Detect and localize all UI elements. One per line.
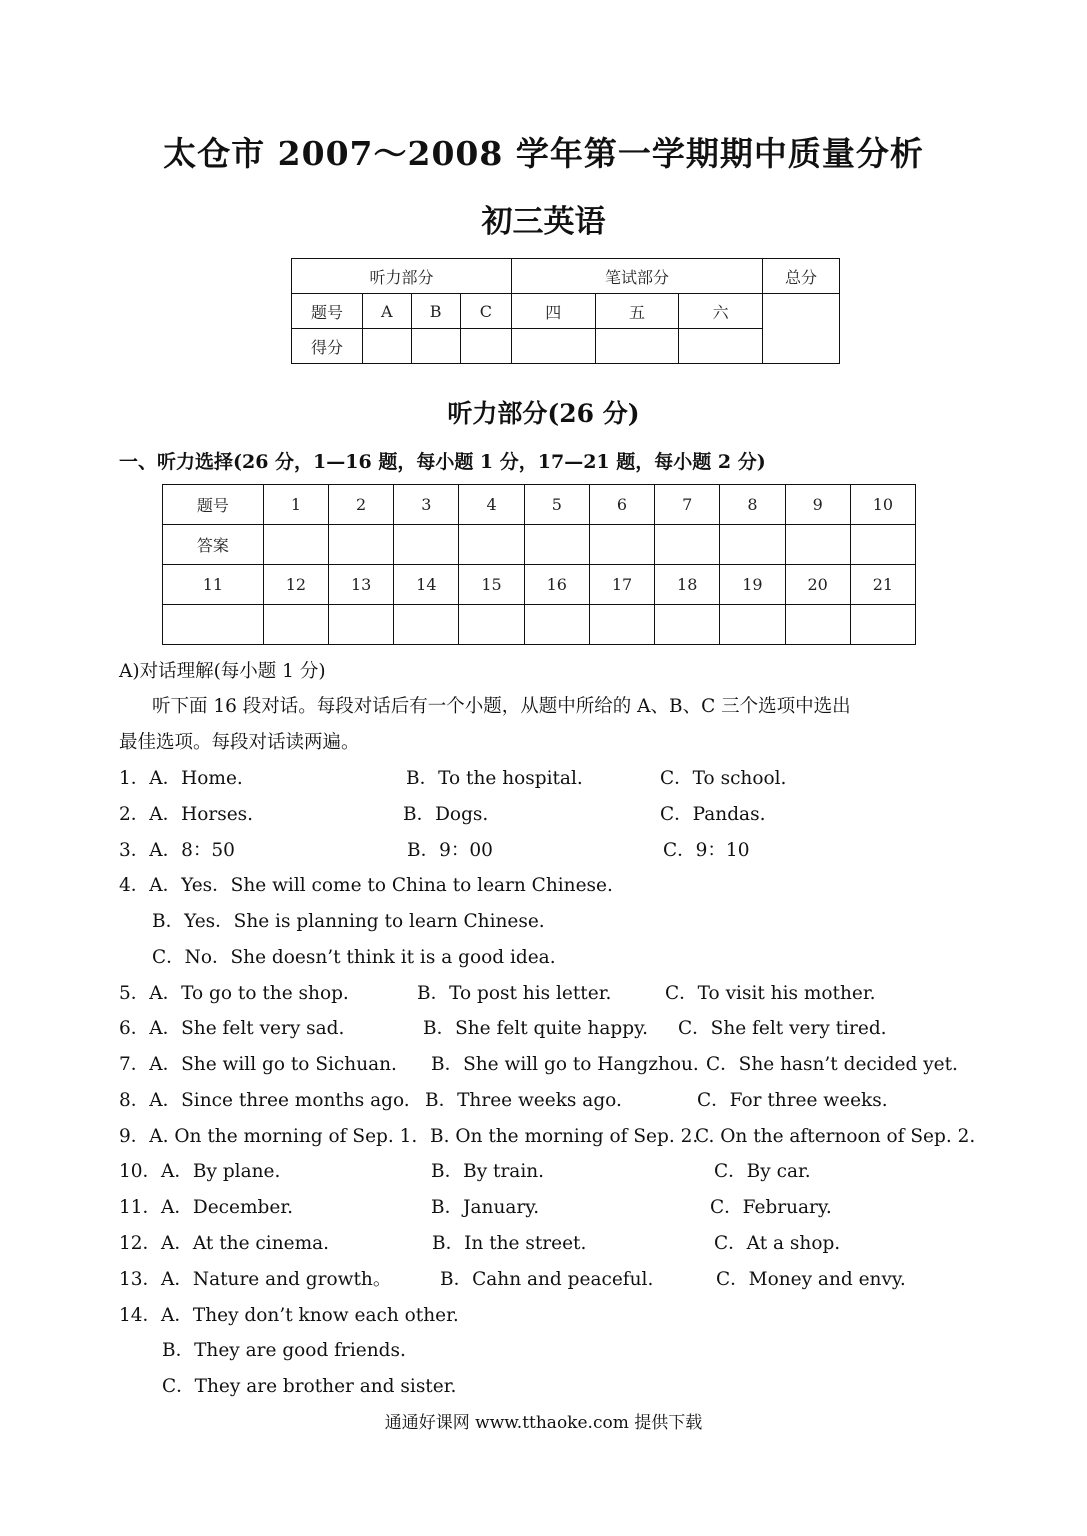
- answer-num: 6: [589, 485, 654, 525]
- answer-cell[interactable]: [589, 525, 654, 565]
- q11-option-a: 11．A．December.: [119, 1197, 294, 1218]
- answer-table: [162, 484, 916, 645]
- q4-option-c: C．No．She doesn’t think it is a good idea.: [152, 947, 556, 968]
- answer-cell[interactable]: [589, 605, 654, 645]
- q10-option-b: B．By train.: [431, 1161, 545, 1182]
- answer-num: 17: [589, 565, 654, 605]
- q6-option-b: B．She felt quite happy.: [423, 1018, 648, 1039]
- answer-num: 11: [163, 565, 264, 605]
- answer-cell[interactable]: [394, 525, 459, 565]
- answer-cell[interactable]: [459, 525, 524, 565]
- answer-cell[interactable]: [785, 605, 850, 645]
- answer-cell[interactable]: [720, 605, 785, 645]
- q14-option-a: 14．A．They don’t know each other.: [119, 1305, 459, 1326]
- q1-option-a: 1．A．Home.: [119, 768, 243, 789]
- q8-option-c: C．For three weeks.: [697, 1090, 888, 1111]
- q8-option-a: 8．A．Since three months ago.: [119, 1090, 410, 1111]
- q4-option-a: 4．A．Yes．She will come to China to learn Chinese.: [119, 875, 613, 896]
- q12-option-a: 12．A．At the cinema.: [119, 1233, 330, 1254]
- q2-option-b: B．Dogs.: [403, 804, 489, 825]
- q3-option-c: C．9：10: [663, 840, 750, 861]
- answer-cell[interactable]: [850, 525, 915, 565]
- answer-cell[interactable]: [163, 605, 264, 645]
- answer-num: 14: [394, 565, 459, 605]
- section-title: 听力部分(26 分): [447, 399, 640, 428]
- answer-cell[interactable]: [655, 525, 720, 565]
- answer-num: 18: [655, 565, 720, 605]
- score-cell[interactable]: [460, 329, 511, 364]
- q9-option-c: C. On the afternoon of Sep. 2.: [695, 1126, 976, 1147]
- answer-cell[interactable]: [329, 605, 394, 645]
- score-col-6: 六: [679, 294, 763, 329]
- q1-option-c: C．To school.: [660, 768, 787, 789]
- answer-cell[interactable]: [785, 525, 850, 565]
- page-title: 太仓市 2007～2008 学年第一学期期中质量分析: [163, 134, 924, 173]
- part1-heading: 一、听力选择(26 分，1—16 题，每小题 1 分，17—21 题，每小题 2 分): [119, 451, 766, 473]
- score-col-5: 五: [595, 294, 679, 329]
- q1-option-b: B．To the hospital.: [406, 768, 583, 789]
- answer-num: 19: [720, 565, 785, 605]
- answer-num-label: 题号: [163, 485, 264, 525]
- q11-option-b: B．January.: [431, 1197, 540, 1218]
- answer-num: 20: [785, 565, 850, 605]
- score-row-label: 得分: [292, 329, 363, 364]
- score-cell[interactable]: [363, 329, 412, 364]
- score-col-c: C: [460, 294, 511, 329]
- answer-cell[interactable]: [263, 525, 328, 565]
- q13-option-b: B．Cahn and peaceful.: [440, 1269, 654, 1290]
- q6-option-c: C．She felt very tired.: [678, 1018, 887, 1039]
- q7-option-c: C．She hasn’t decided yet.: [706, 1054, 958, 1075]
- instruction-line-2: 最佳选项。每段对话读两遍。: [119, 732, 360, 753]
- answer-cell[interactable]: [329, 525, 394, 565]
- q10-option-a: 10．A．By plane.: [119, 1161, 281, 1182]
- answer-cell[interactable]: [524, 605, 589, 645]
- q3-option-b: B．9：00: [407, 840, 493, 861]
- answer-row-label: 答案: [163, 525, 264, 565]
- answer-cell[interactable]: [263, 605, 328, 645]
- q5-option-b: B．To post his letter.: [417, 983, 612, 1004]
- answer-num: 3: [394, 485, 459, 525]
- answer-cell[interactable]: [720, 525, 785, 565]
- footer-source: 通通好课网 www.tthaoke.com 提供下载: [384, 1413, 703, 1433]
- q2-option-a: 2．A．Horses.: [119, 804, 254, 825]
- q5-option-c: C．To visit his mother.: [665, 983, 876, 1004]
- answer-num: 15: [459, 565, 524, 605]
- page-subtitle: 初三英语: [481, 204, 606, 240]
- answer-num: 12: [263, 565, 328, 605]
- q11-option-c: C．February.: [710, 1197, 832, 1218]
- total-score-cell[interactable]: [763, 294, 840, 364]
- answer-cell[interactable]: [459, 605, 524, 645]
- answer-num: 4: [459, 485, 524, 525]
- q14-option-c: C．They are brother and sister.: [162, 1376, 457, 1397]
- q9-option-a: 9．A. On the morning of Sep. 1.: [119, 1126, 418, 1147]
- answer-num: 1: [263, 485, 328, 525]
- score-col-4: 四: [511, 294, 595, 329]
- answer-num: 9: [785, 485, 850, 525]
- answer-cell[interactable]: [524, 525, 589, 565]
- score-num-label: 题号: [292, 294, 363, 329]
- q5-option-a: 5．A．To go to the shop.: [119, 983, 349, 1004]
- score-col-b: B: [411, 294, 460, 329]
- sub-a-heading: A)对话理解(每小题 1 分): [119, 661, 326, 682]
- q7-option-a: 7．A．She will go to Sichuan.: [119, 1054, 397, 1075]
- score-col-a: A: [363, 294, 412, 329]
- answer-num: 5: [524, 485, 589, 525]
- answer-cell[interactable]: [850, 605, 915, 645]
- q4-option-b: B．Yes．She is planning to learn Chinese.: [152, 911, 545, 932]
- answer-num: 16: [524, 565, 589, 605]
- q13-option-a: 13．A．Nature and growth。: [119, 1269, 392, 1290]
- q9-option-b: B. On the morning of Sep. 2.: [430, 1126, 699, 1147]
- answer-cell[interactable]: [394, 605, 459, 645]
- answer-cell[interactable]: [655, 605, 720, 645]
- score-cell[interactable]: [511, 329, 595, 364]
- answer-num: 7: [655, 485, 720, 525]
- q6-option-a: 6．A．She felt very sad.: [119, 1018, 345, 1039]
- total-header: 总分: [763, 259, 840, 294]
- score-table: [291, 258, 840, 364]
- q2-option-c: C．Pandas.: [660, 804, 766, 825]
- q10-option-c: C．By car.: [714, 1161, 811, 1182]
- q8-option-b: B．Three weeks ago.: [425, 1090, 622, 1111]
- answer-num: 13: [329, 565, 394, 605]
- listening-header: 听力部分: [292, 259, 512, 294]
- score-cell[interactable]: [679, 329, 763, 364]
- written-header: 笔试部分: [511, 259, 762, 294]
- answer-num: 2: [329, 485, 394, 525]
- answer-num: 21: [850, 565, 915, 605]
- q12-option-b: B．In the street.: [432, 1233, 587, 1254]
- q13-option-c: C．Money and envy.: [716, 1269, 906, 1290]
- q14-option-b: B．They are good friends.: [162, 1340, 406, 1361]
- answer-num: 8: [720, 485, 785, 525]
- instruction-line-1: 听下面 16 段对话。每段对话后有一个小题，从题中所给的 A、B、C 三个选项中选出: [152, 696, 851, 717]
- q12-option-c: C．At a shop.: [714, 1233, 841, 1254]
- q7-option-b: B．She will go to Hangzhou.: [431, 1054, 699, 1075]
- score-cell[interactable]: [595, 329, 679, 364]
- answer-num: 10: [850, 485, 915, 525]
- q3-option-a: 3．A．8：50: [119, 840, 235, 861]
- score-cell[interactable]: [411, 329, 460, 364]
